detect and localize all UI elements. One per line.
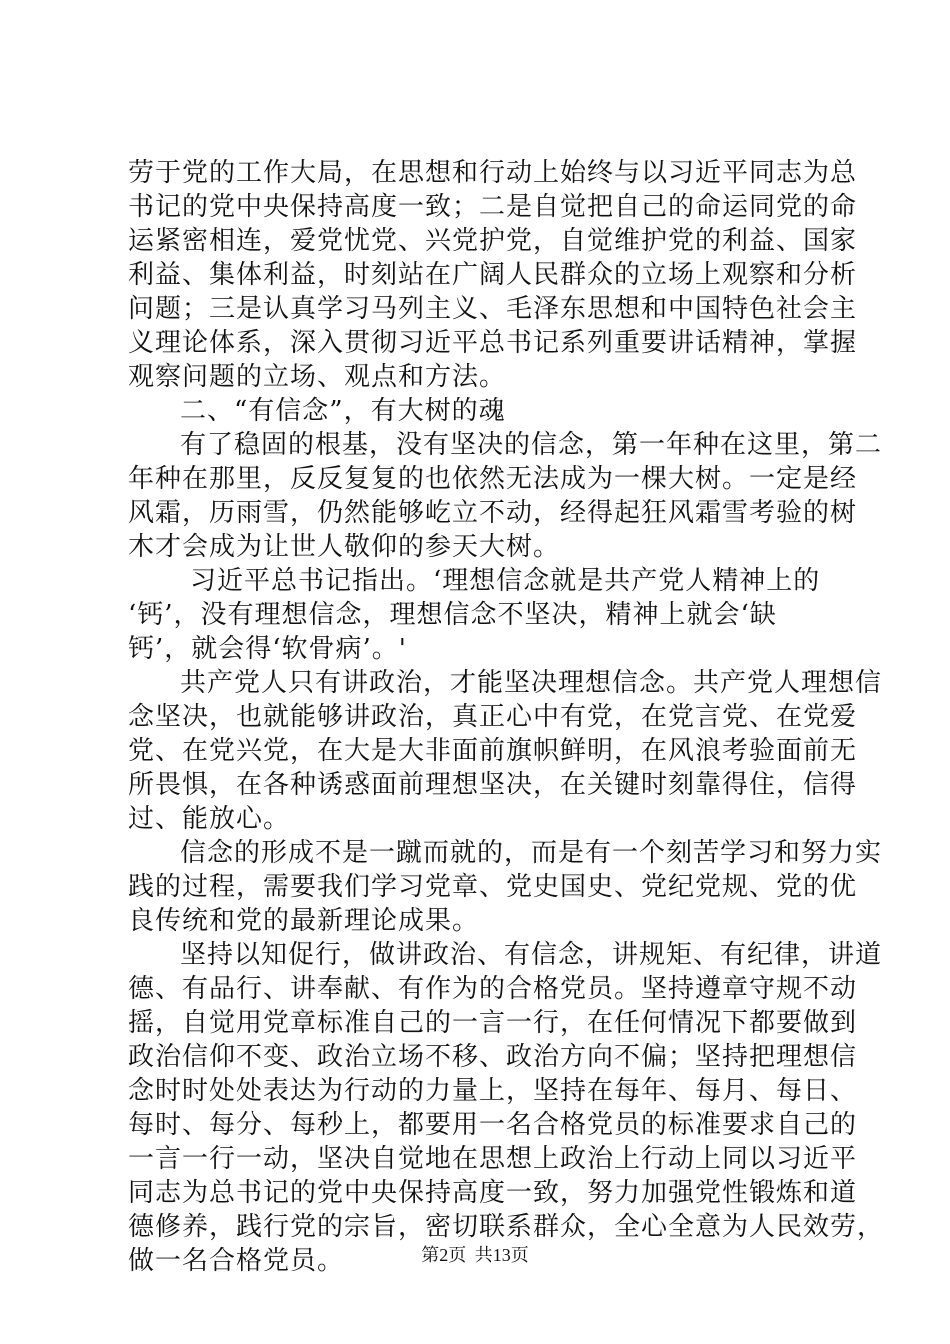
text-line: 坚持以知促行，做讲政治、有信念，讲规矩、有纪律，讲道 bbox=[180, 940, 883, 970]
text-line: 问题；三是认真学习马列主义、毛泽东思想和中国特色社会主 bbox=[128, 294, 858, 324]
text-line: 运紧密相连，爱党忧党、兴党护党，自觉维护党的利益、国家 bbox=[128, 226, 858, 256]
text-line: 念坚决，也就能够讲政治，真正心中有党，在党言党、在党爱 bbox=[128, 702, 858, 732]
text-line: ‘钙’，没有理想信念，理想信念不坚决，精神上就会‘缺 bbox=[128, 600, 777, 630]
text-line: 习近平总书记指出。‘理想信念就是共产党人精神上的 bbox=[190, 566, 821, 596]
text-line: 同志为总书记的党中央保持高度一致，努力加强党性锻炼和道 bbox=[128, 1178, 858, 1208]
text-line: 良传统和党的最新理论成果。 bbox=[128, 906, 480, 936]
text-line: 书记的党中央保持高度一致；二是自觉把自己的命运同党的命 bbox=[128, 192, 858, 222]
text-line: 每时、每分、每秒上，都要用一名合格党员的标准要求自己的 bbox=[128, 1110, 858, 1140]
text-line: 政治信仰不变、政治立场不移、政治方向不偏；坚持把理想信 bbox=[128, 1042, 858, 1072]
text-line: 践的过程，需要我们学习党章、党史国史、党纪党规、党的优 bbox=[128, 872, 858, 902]
text-line: 过、能放心。 bbox=[128, 804, 291, 834]
section-heading: 二、“有信念”，有大树的魂 bbox=[180, 396, 506, 426]
text-line: 德修养，践行党的宗旨，密切联系群众，全心全意为人民效劳， bbox=[128, 1212, 885, 1242]
page-number: 第2页 bbox=[421, 1245, 467, 1265]
page-footer bbox=[0, 1244, 950, 1266]
text-line: 年种在那里，反反复复的也依然无法成为一棵大树。一定是经 bbox=[128, 464, 858, 494]
text-line: 风霜，历雨雪，仍然能够屹立不动，经得起狂风霜雪考验的树 bbox=[128, 498, 858, 528]
text-line: 有了稳固的根基，没有坚决的信念，第一年种在这里，第二 bbox=[180, 430, 883, 460]
text-line: 钙’，就会得‘软骨病’。' bbox=[128, 634, 407, 664]
text-line: 一言一行一动，坚决自觉地在思想上政治上行动上同以习近平 bbox=[128, 1144, 858, 1174]
text-line: 信念的形成不是一蹴而就的，而是有一个刻苦学习和努力实 bbox=[180, 838, 883, 868]
text-line: 念时时处处表达为行动的力量上，坚持在每年、每月、每日、 bbox=[128, 1076, 858, 1106]
text-line: 做一名合格党员。 bbox=[128, 1246, 345, 1276]
text-line: 所畏惧，在各种诱惑面前理想坚决，在关键时刻靠得住，信得 bbox=[128, 770, 858, 800]
text-line: 党、在党兴党，在大是大非面前旗帜鲜明，在风浪考验面前无 bbox=[128, 736, 858, 766]
text-line: 共产党人只有讲政治，才能坚决理想信念。共产党人理想信 bbox=[180, 668, 883, 698]
text-line: 利益、集体利益，时刻站在广阔人民群众的立场上观察和分析 bbox=[128, 260, 858, 290]
text-line: 木才会成为让世人敬仰的参天大树。 bbox=[128, 532, 561, 562]
page-total: 共13页 bbox=[474, 1245, 529, 1265]
text-line: 摇，自觉用党章标准自己的一言一行，在任何情况下都要做到 bbox=[128, 1008, 858, 1038]
text-line: 劳于党的工作大局，在思想和行动上始终与以习近平同志为总 bbox=[128, 158, 858, 188]
text-line: 德、有品行、讲奉献、有作为的合格党员。坚持遵章守规不动 bbox=[128, 974, 858, 1004]
text-line: 义理论体系，深入贯彻习近平总书记系列重要讲话精神，掌握 bbox=[128, 328, 858, 358]
text-line: 观察问题的立场、观点和方法。 bbox=[128, 362, 507, 392]
